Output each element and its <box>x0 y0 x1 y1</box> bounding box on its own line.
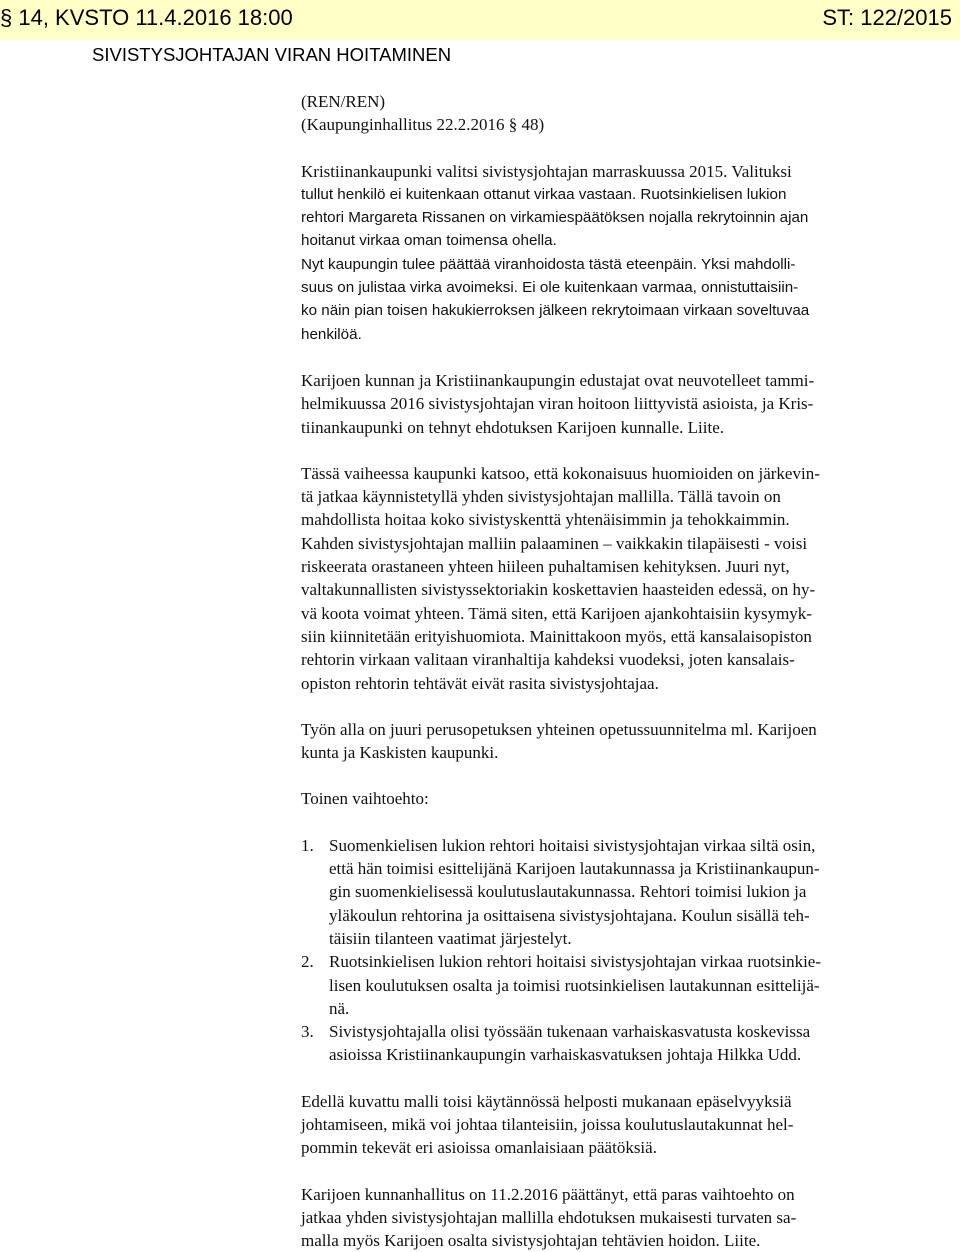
paragraph-line: vä koota voimat yhteen. Tämä siten, että Karijoen ajankohtaisiin kysymyk- <box>301 603 812 623</box>
paragraph-line: Toinen vaihtoehto: <box>301 789 429 809</box>
paragraph-line: Karijoen kunnan ja Kristiinankaupungin edustajat ovat neuvotelleet tammi- <box>301 370 815 390</box>
paragraph-line: rehtori Margareta Rissanen on virkamiespäätöksen nojalla rekrytoinnin ajan <box>301 209 809 227</box>
paragraph-line: Edellä kuvattu malli toisi käytännössä helposti mukanaan epäselvyyksiä <box>301 1091 792 1111</box>
list-item <box>301 950 901 1020</box>
list-item-line: että hän toimisi esittelijänä Karijoen lautakunnassa ja Kristiinankaupun- <box>329 859 820 879</box>
list-item <box>301 1020 901 1067</box>
paragraph-line: Kristiinankaupunki valitsi sivistysjohtajan marraskuussa 2015. Valituksi <box>301 161 792 181</box>
paragraph-line: henkilöä. <box>301 325 362 343</box>
paragraph-5 <box>301 787 901 810</box>
paragraph-line: tiinankaupunki on tehnyt ehdotuksen Karijoen kunnalle. Liite. <box>301 417 725 437</box>
paragraph-line: valtakunnallisten sivistyssektoriakin koskettavien haasteiden edessä, on hy- <box>301 580 816 600</box>
paragraph-line: siin kiinnitetään erityishuomiota. Mainittakoon myös, että kansalaisopiston <box>301 626 812 646</box>
paragraph-line: jatkaa yhden sivistysjohtajan mallilla ehdotuksen mukaisesti turvaten sa- <box>301 1207 797 1227</box>
paragraph-line: Tässä vaiheessa kaupunki katsoo, että kokonaisuus huomioiden on järkevin- <box>301 463 820 483</box>
paragraph-line: hoitanut virkaa oman toimensa ohella. <box>301 232 557 250</box>
paragraph-line: suus on julistaa virka avoimeksi. Ei ole kuitenkaan varmaa, onnistuttaisiin- <box>301 279 799 297</box>
list-item-line: gin suomenkielisessä koulutuslautakunnassa. Rehtori toimisi lukion ja <box>329 882 807 902</box>
paragraph-line: tullut henkilö ei kuitenkaan ottanut virkaa vastaan. Ruotsinkielisen lukion <box>301 185 787 203</box>
case-number: ST: 122/2015 <box>822 5 952 30</box>
paragraph-2 <box>301 369 901 439</box>
list-item-line: yläkoulun rehtorina ja osittaisena sivistysjohtajana. Koulun sisällä teh- <box>329 905 810 925</box>
list-item-number: 1. <box>301 835 314 855</box>
header-bar <box>0 0 960 40</box>
paragraph-line: Karijoen kunnanhallitus on 11.2.2016 päättänyt, että paras vaihtoehto on <box>301 1184 795 1204</box>
paragraph-line: kunta ja Kaskisten kaupunki. <box>301 743 499 763</box>
list-item-line: täisiin tilanteen vaatimat järjestelyt. <box>329 928 572 948</box>
document-body <box>301 90 901 1252</box>
paragraph-line: riskeerata orastaneen yhteen hiileen puhaltamisen kehityksen. Juuri nyt, <box>301 557 790 577</box>
paragraph-line: rehtorin virkaan valitaan viranhaltija kahdeksi vuodeksi, joten kansalais- <box>301 650 795 670</box>
list-item-line: nä. <box>329 998 350 1018</box>
list-item-line: Ruotsinkielisen lukion rehtori hoitaisi sivistysjohtajan virkaa ruotsinkie- <box>329 952 821 972</box>
paragraph-line: Nyt kaupungin tulee päättää viranhoidosta tästä eteenpäin. Yksi mahdolli- <box>301 255 796 273</box>
paragraph-line: Työn alla on juuri perusopetuksen yhteinen opetussuunnitelma ml. Karijoen <box>301 719 817 739</box>
list-item-line: lisen koulutuksen osalta ja toimisi ruotsinkielisen lautakunnan esittelijä- <box>329 975 820 995</box>
numbered-list <box>301 834 901 1067</box>
list-item-number: 2. <box>301 952 314 972</box>
paragraph-6 <box>301 1090 901 1160</box>
paragraph-line: helmikuussa 2016 sivistysjohtajan viran hoitoon liittyvistä asioista, ja Kris- <box>301 394 814 414</box>
paragraph-line: pommin tekevät eri asioissa omanlaisiaan päätöksiä. <box>301 1138 657 1158</box>
paragraph-line: ko näin pian toisen hakukierroksen jälkeen rekrytoimaan virkaan soveltuvaa <box>301 302 810 320</box>
paragraph-line: malla myös Karijoen osalta sivistysjohtajan tehtävien hoidon. Liite. <box>301 1231 761 1251</box>
page-title: SIVISTYSJOHTAJAN VIRAN HOITAMINEN <box>92 44 452 65</box>
paragraph-7 <box>301 1183 901 1252</box>
list-item-number: 3. <box>301 1022 314 1042</box>
paragraph-line: mahdollista hoitaa koko sivistyskenttä yhtenäisimmin ja tehokkaimmin. <box>301 510 790 530</box>
list-item-line: asioissa Kristiinankaupungin varhaiskasvatuksen johtaja Hilkka Udd. <box>329 1045 802 1065</box>
list-item-line: Sivistysjohtajalla olisi työssään tukenaan varhaiskasvatusta koskevissa <box>329 1022 811 1042</box>
prior-handling-line: (Kaupunginhallitus 22.2.2016 § 48) <box>301 115 545 135</box>
paragraph-3 <box>301 462 901 695</box>
paragraph-4 <box>301 718 901 765</box>
meeting-reference: § 14, KVSTO 11.4.2016 18:00 <box>0 5 293 30</box>
paragraph-line: Kahden sivistysjohtajan malliin palaaminen – vaikkakin tilapäisesti - voisi <box>301 533 808 553</box>
paragraph-line: opiston rehtorin tehtävät eivät rasita sivistysjohtajaa. <box>301 673 659 693</box>
paragraph-line: tä jatkaa käynnistetyllä yhden sivistysjohtajan mallilla. Tällä tavoin on <box>301 487 781 507</box>
paragraph-line: johtamiseen, mikä voi johtaa tilanteisiin, joissa koulutuslautakunnat hel- <box>301 1114 794 1134</box>
list-item-line: Suomenkielisen lukion rehtori hoitaisi sivistysjohtajan virkaa siltä osin, <box>329 835 816 855</box>
paragraph-1 <box>301 160 901 346</box>
list-item <box>301 834 901 950</box>
preparer-line: (REN/REN) <box>301 92 386 111</box>
